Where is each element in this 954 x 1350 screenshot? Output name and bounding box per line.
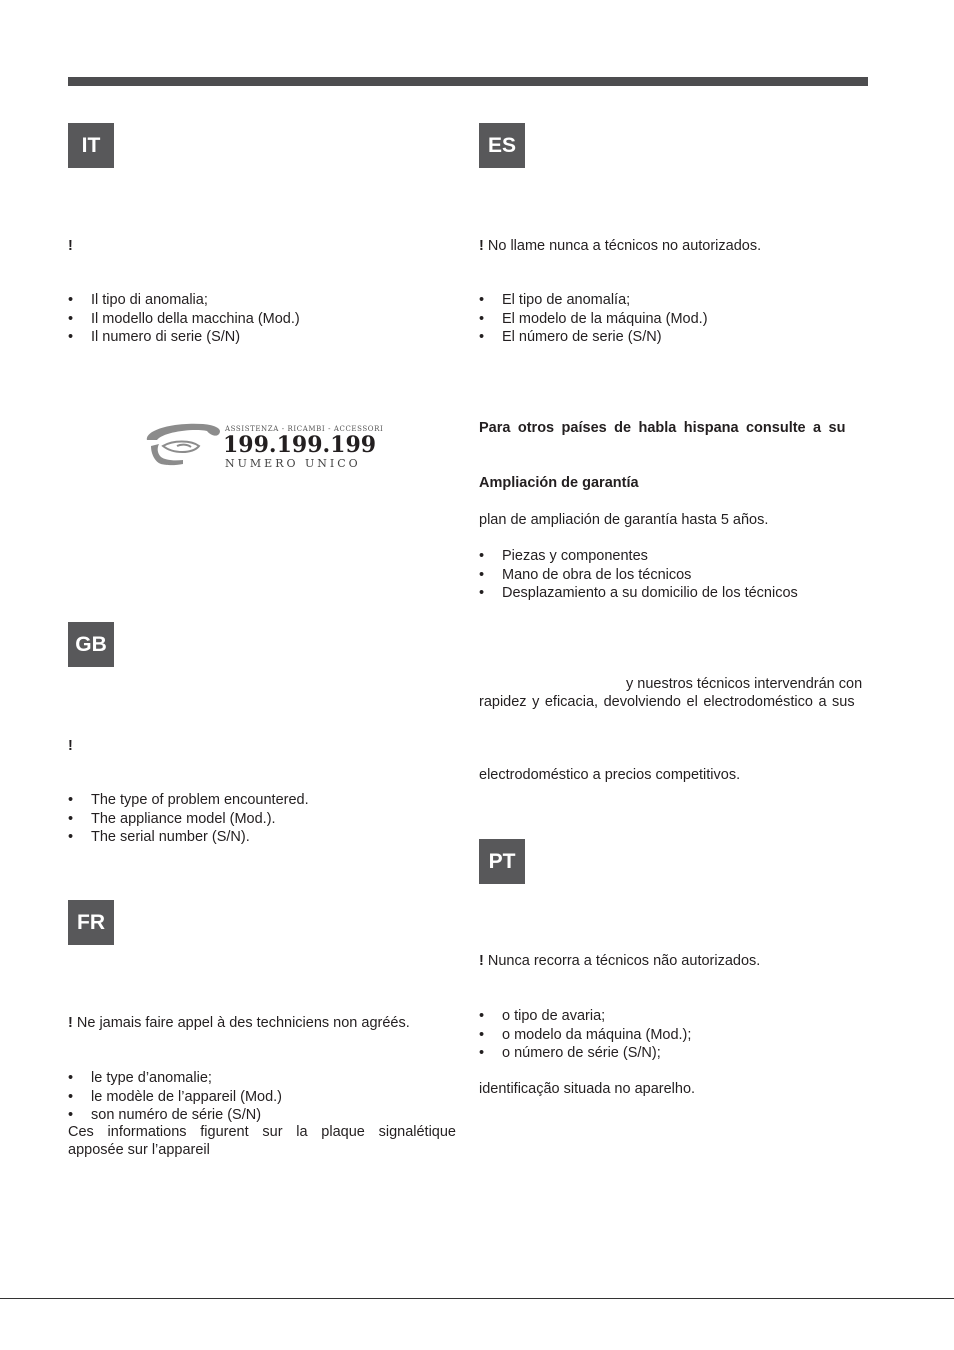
list-item: • El número de serie (S/N) — [479, 329, 662, 345]
list-item: • Il numero di serie (S/N) — [68, 329, 241, 345]
es-warranty-line: plan de ampliación de garantía hasta 5 años. — [479, 512, 769, 528]
phone-body-icon — [151, 444, 183, 465]
list-item: • The serial number (S/N). — [68, 829, 250, 845]
list-item: • Piezas y componentes — [479, 548, 648, 564]
list-item: • Il modello della macchina (Mod.) — [68, 310, 300, 327]
bottom-rule — [0, 1298, 954, 1299]
phone-handset-icon — [147, 424, 220, 440]
language-badge-es: ES — [479, 123, 525, 168]
es-other-countries: Para otros países de habla hispana consulte a su — [479, 420, 846, 436]
logo-top-text: ASSISTENZA - RICAMBI - ACCESSORI — [225, 425, 384, 433]
fr-note: Ces informations figurent sur la plaque signalétique apposée sur l’appareil — [68, 1124, 456, 1158]
list-item: • o modelo da máquina (Mod.); — [479, 1026, 692, 1043]
es-line-a: y nuestros técnicos intervendrán con — [626, 676, 863, 692]
es-line-c: electrodoméstico a precios competitivos. — [479, 767, 741, 783]
top-rule — [68, 77, 868, 86]
list-item: • El tipo de anomalía; — [479, 292, 631, 308]
list-item: • El modelo de la máquina (Mod.) — [479, 310, 708, 327]
list-item: • The type of problem encountered. — [68, 792, 309, 808]
language-badge-fr: FR — [68, 900, 114, 945]
language-badge-gb: GB — [68, 622, 114, 667]
it-bullet-list — [68, 291, 300, 347]
fr-warning: ! Ne jamais faire appel à des techniciens non agréés. — [68, 1015, 410, 1031]
pt-bullet-list — [479, 1007, 691, 1063]
language-badge-pt: PT — [479, 839, 525, 884]
list-item: • Desplazamiento a su domicilio de los técnicos — [479, 585, 798, 601]
es-bullet-list — [479, 291, 708, 347]
gb-exclamation: ! — [68, 738, 73, 754]
logo-bottom-text: NUMERO UNICO — [225, 457, 361, 470]
pt-note: identificação situada no aparelho. — [479, 1081, 696, 1097]
list-item: • The appliance model (Mod.). — [68, 810, 276, 827]
list-item: • o número de série (S/N); — [479, 1045, 661, 1061]
list-item: • son numéro de série (S/N) — [68, 1107, 262, 1123]
logo-number: 199.199.199 — [223, 432, 377, 458]
list-item: • Il tipo di anomalia; — [68, 292, 208, 308]
gb-bullet-list — [68, 791, 309, 847]
es-warranty-list — [479, 547, 798, 603]
list-item: • le type d’anomalie; — [68, 1070, 212, 1086]
fr-bullet-list — [68, 1069, 282, 1125]
it-exclamation: ! — [68, 238, 73, 254]
es-line-b: rapidez y eficacia, devolviendo el electrodoméstico a sus — [479, 694, 855, 710]
list-item: • le modèle de l’appareil (Mod.) — [68, 1088, 283, 1105]
list-item: • o tipo de avaria; — [479, 1008, 606, 1024]
es-warning: ! No llame nunca a técnicos no autorizados. — [479, 238, 762, 254]
es-warranty-heading: Ampliación de garantía — [479, 475, 639, 491]
language-badge-it: IT — [68, 123, 114, 168]
assistance-number-logo — [143, 420, 385, 472]
list-item: • Mano de obra de los técnicos — [479, 566, 692, 583]
pt-warning: ! Nunca recorra a técnicos não autorizados. — [479, 953, 761, 969]
